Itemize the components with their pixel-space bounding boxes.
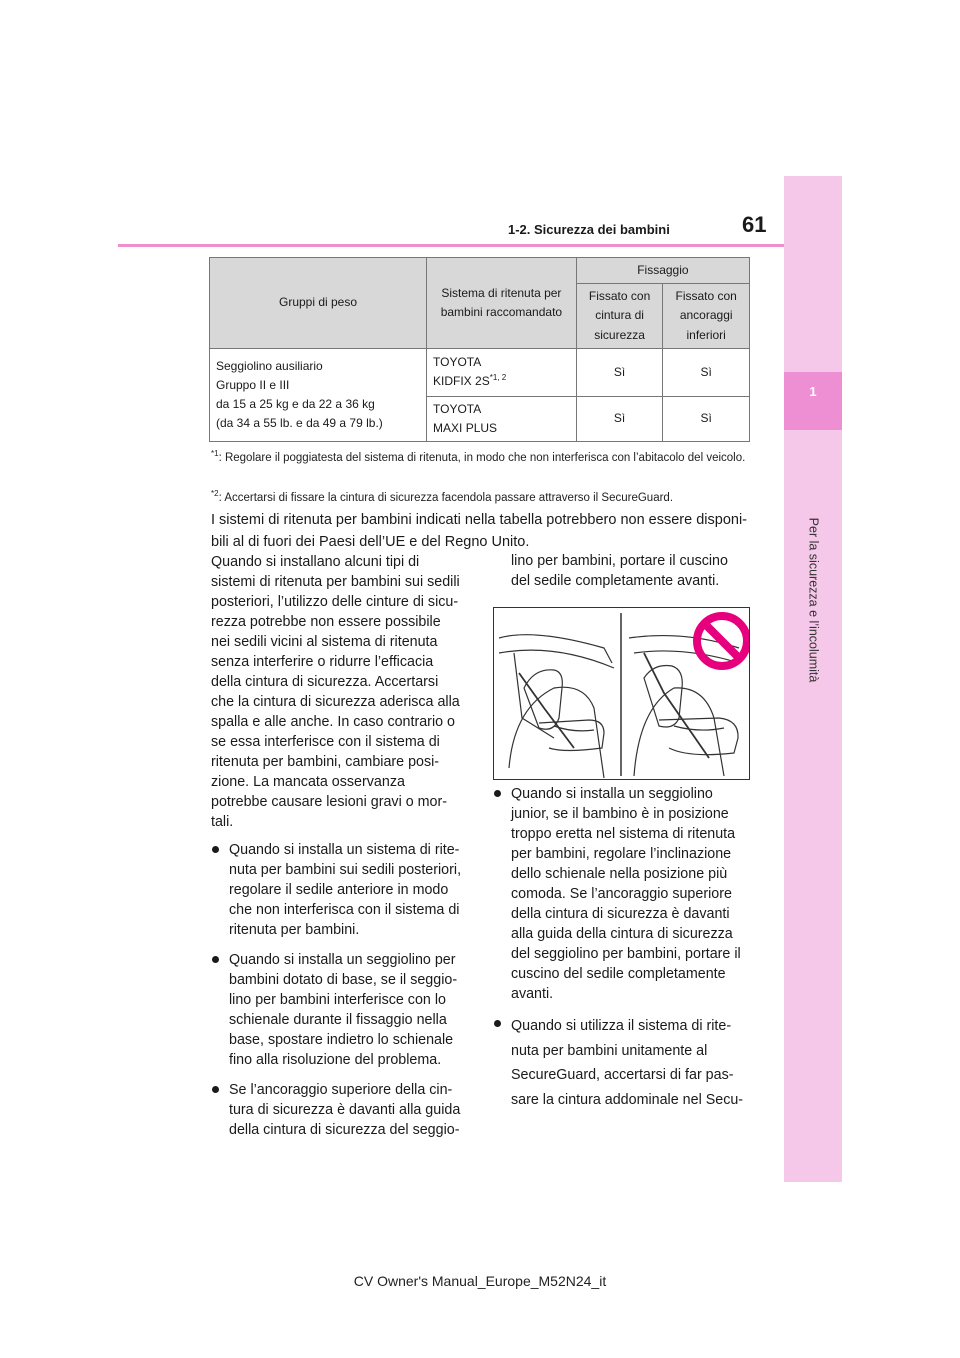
left-column (211, 552, 463, 1150)
bullet-icon (212, 956, 219, 963)
list-item (211, 840, 463, 940)
footnote-2 (211, 487, 751, 508)
list-item (493, 1014, 749, 1112)
chapter-title-vertical (770, 517, 856, 683)
weight-group-cell (210, 348, 427, 441)
table-row (210, 348, 750, 396)
list-item-text: Quando si installa un sistema di rite-nuta per bambini sui sedili posteriori, regolare il sedile anteriore in modo che non interferisca con il sistema di ritenuta per bambini. (229, 842, 462, 939)
rear-seat-left (509, 687, 604, 778)
anchor-fixed-value: Sì (663, 396, 750, 441)
footnote-mark: *1 (211, 449, 219, 458)
system-brand: TOYOTA (433, 355, 482, 370)
list-item-text: Quando si installa un seggiolino junior, se il bambino è in posizione troppo eretta nel sistema di ritenuta per bambini, regolare l’inclinazione dello schienale nella posizione più comoda. Se l’ancoraggio superiore della cintura di sicurezza è davanti alla guida della cintura di sicurezza del seggiolino per bambini, portare il cuscino del sedile completamente avanti. (511, 786, 741, 1003)
footnote-ref: *1, 2 (489, 373, 507, 383)
list-item (493, 784, 749, 1004)
bullet-icon (212, 1086, 219, 1093)
right-column (493, 784, 749, 1122)
list-item (211, 1080, 463, 1140)
intro-paragraph: I sistemi di ritenuta per bambini indicati nella tabella potrebbero non essere disponi-bili al di fuori dei Paesi dell’UE e del Regno Unito. (211, 512, 747, 551)
manual-footer: CV Owner's Manual_Europe_M52N24_it (353, 1273, 607, 1289)
warning-paragraph: Quando si installano alcuni tipi di sistemi di ritenuta per bambini sui sedili posteriori, l’utilizzo delle cinture di sicu-rezza potrebbe non essere possibile nei sedili vicini al sistema di ritenuta senza interferire o ridurre l’efficacia della cintura di sicurezza. Accertarsi che la cintura di sicurezza aderisca alla spalla e alle anche. In caso contrario o se essa interferisce con il sistema di ritenuta per bambini, cambiare posi-zione. La mancata osservanza potrebbe causare lesioni gravi o mor-tali. (211, 554, 460, 831)
car-door-frame-left (499, 635, 612, 663)
rear-seat-right (634, 688, 724, 776)
footnote-text: : Accertarsi di fissare la cintura di sicurezza facendola passare attraverso il SecureGuard. (218, 491, 674, 504)
header-recommended-system: Sistema di ritenuta per bambini raccomandato (427, 258, 577, 349)
header-belt-fixed: Fissato con cintura di sicurezza (576, 284, 663, 349)
system-cell (427, 348, 577, 396)
chapter-title-text: Per la sicurezza e l’incolumità (806, 517, 820, 683)
header-weight-groups: Gruppi di peso (210, 258, 427, 349)
group-line: Gruppo II e III (216, 377, 290, 392)
section-title: 1-2. Sicurezza dei bambini (508, 222, 670, 237)
header-fixing: Fissaggio (576, 258, 749, 284)
group-line: (da 34 a 55 lb. e da 49 a 79 lb.) (216, 416, 383, 431)
continuation-text: lino per bambini, portare il cuscino del sedile completamente avanti. (511, 553, 728, 590)
anchor-fixed-value: Sì (663, 348, 750, 396)
booster-seat-left (524, 670, 562, 729)
system-model: KIDFIX 2S (433, 374, 490, 389)
system-cell (427, 396, 577, 441)
child-restraint-table (209, 257, 750, 442)
list-item-text: Se l’ancoraggio superiore della cin-tura di sicurezza è davanti alla guida della cintura di sicurezza del seggio- (229, 1082, 461, 1139)
bullet-icon (494, 790, 501, 797)
header-rule (118, 244, 784, 247)
footnote-text: : Regolare il poggiatesta del sistema di ritenuta, in modo che non interferisca con l’abitacolo del veicolo. (218, 451, 746, 464)
footnote-mark: *2 (211, 489, 219, 498)
group-line: da 15 a 25 kg e da 22 a 36 kg (216, 396, 375, 411)
list-item (211, 950, 463, 1070)
chapter-number-box (784, 372, 842, 430)
group-line: Seggiolino ausiliario (216, 358, 323, 373)
belt-fixed-value: Sì (576, 348, 663, 396)
right-column-continuation (493, 551, 749, 599)
system-brand: TOYOTA (433, 401, 482, 416)
chapter-number: 1 (809, 384, 817, 399)
list-item-text: Quando si installa un seggiolino per bambini dotato di base, se il seggio-lino per bambini interferisce con lo schienale durante il fissaggio nella base, spostare indietro lo schienale fino alla risoluzione del problema. (229, 952, 458, 1069)
system-model: MAXI PLUS (433, 420, 498, 435)
footnote-1 (211, 447, 751, 468)
belt-fixed-value: Sì (576, 396, 663, 441)
page-number: 61 (742, 212, 767, 237)
bullet-icon (212, 846, 219, 853)
header-anchor-fixed: Fissato con ancoraggi inferiori (663, 284, 750, 349)
seat-illustration-drawing (494, 608, 749, 779)
seat-illustration (493, 607, 750, 780)
list-item-text: Quando si utilizza il sistema di rite-nuta per bambini unitamente al SecureGuard, accertarsi di far pas-sare la cintura addominale nel Secu- (511, 1018, 744, 1108)
bullet-icon (494, 1020, 501, 1027)
